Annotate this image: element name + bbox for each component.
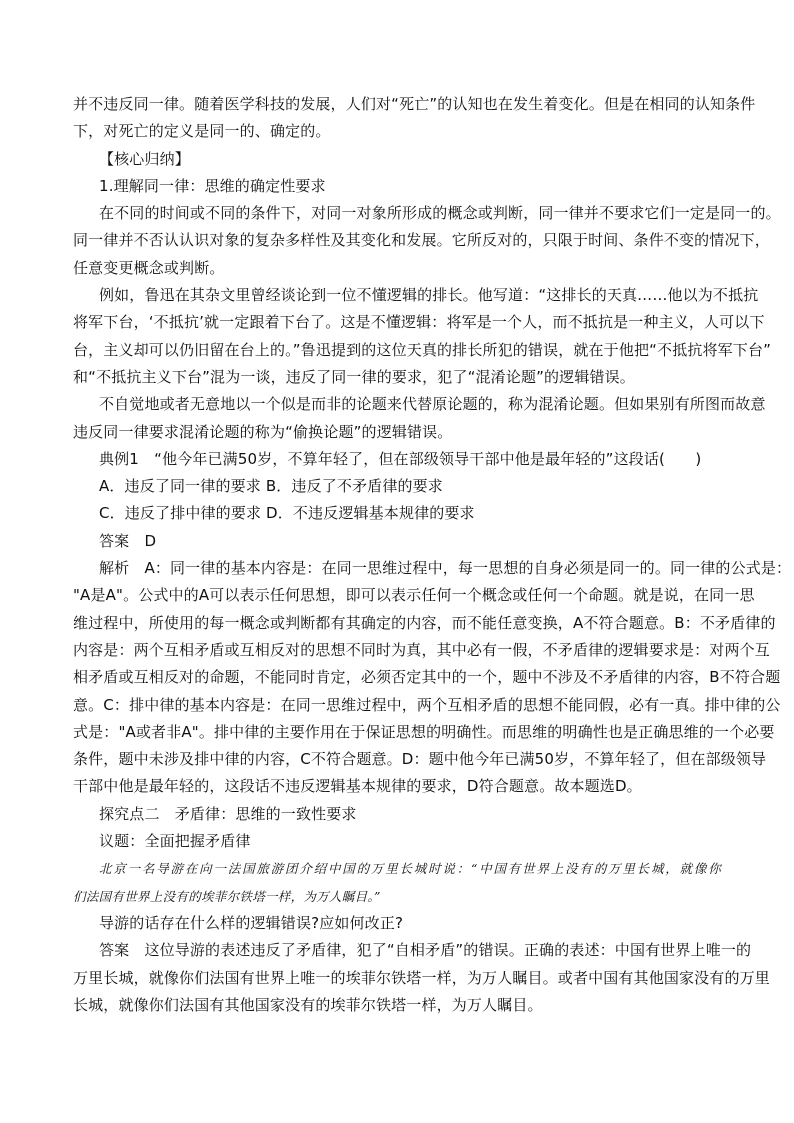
analysis-line: 意。C：排中律的基本内容是：在同一思维过程中，两个互相矛盾的思想不能同假，必有一真。排中律的公 (73, 695, 781, 714)
paragraph-line: 违反同一律要求混淆论题的称为“偷换论题”的逻辑错误。 (73, 422, 453, 441)
paragraph-line: 任意变更概念或判断。 (73, 258, 225, 277)
subsection-heading: 1.理解同一律：思维的确定性要求 (99, 176, 326, 195)
example-question: 典例1 “他今年已满50岁，不算年轻了，但在部级领导干部中他是最年轻的”这段话( ) (99, 449, 702, 468)
answer-line: 长城，就像你们法国有其他国家没有的埃菲尔铁塔一样，为万人瞩目。 (73, 995, 543, 1014)
paragraph-line: 同一律并不否认认识对象的复杂多样性及其变化和发展。它所反对的，只限于时间、条件不变的情况下， (73, 231, 770, 250)
section-heading: 探究点二 矛盾律：思维的一致性要求 (99, 804, 357, 823)
topic-line: 议题：全面把握矛盾律 (99, 832, 251, 851)
paragraph-line: 并不违反同一律。随着医学科技的发展，人们对“死亡”的认知也在发生着变化。但是在相同的认知条件 (73, 95, 756, 113)
paragraph-line: 不自觉地或者无意地以一个似是而非的论题来代替原论题的，称为混淆论题。但如果别有所图而故意 (99, 395, 766, 414)
quote-line: 北京一名导游在向一法国旅游团介绍中国的万里长城时说：“中国有世界上没有的万里长城，就像你 (99, 861, 721, 877)
analysis-line: "A是A"。公式中的A可以表示任何思想，即可以表示任何一个概念或任何一个命题。就是说，在同一思 (73, 586, 755, 605)
analysis-line: 条件，题中未涉及排中律的内容，C不符合题意。D：题中他今年已满50岁，不算年轻了，但在部级领导 (73, 750, 767, 769)
option-line: A．违反了同一律的要求 B．违反了不矛盾律的要求 (99, 477, 443, 496)
analysis-line: 维过程中，所使用的每一概念或判断都有其确定的内容，而不能任意变换，A不符合题意。B：不矛盾律的 (73, 613, 776, 632)
analysis-line: 内容是：两个互相矛盾或互相反对的思想不同时为真，其中必有一假，不矛盾律的逻辑要求是：对两个互 (73, 640, 770, 659)
paragraph-line: 将军下台，‘不抵抗’就一定跟着下台了。这是不懂逻辑：将军是一个人，而不抵抗是一种主义，人可以下 (73, 313, 765, 332)
answer-line: 答案 D (99, 531, 157, 550)
paragraph-line: 在不同的时间或不同的条件下，对同一对象所形成的概念或判断，同一律并不要求它们一定是同一的。 (99, 204, 781, 223)
analysis-line: 式是："A或者非A"。排中律的主要作用在于保证思想的明确性。而思维的明确性也是正确思维的一个必要 (73, 722, 775, 741)
paragraph-line: 和“不抵抗主义下台”混为一谈，违反了同一律的要求，犯了“混淆论题”的逻辑错误。 (73, 367, 635, 386)
paragraph-line: 下，对死亡的定义是同一的、确定的。 (73, 122, 331, 141)
analysis-line: 相矛盾或互相反对的命题，不能同时肯定，必须否定其中的一个，题中不涉及不矛盾律的内容，B不符合题 (73, 668, 781, 687)
analysis-line: 干部中他是最年轻的，这段话不违反逻辑基本规律的要求，D符合题意。故本题选D。 (73, 777, 642, 796)
answer-line: 答案 这位导游的表述违反了矛盾律，犯了“自相矛盾”的错误。正确的表述：中国有世界上唯一的 (99, 941, 752, 960)
quote-line: 们法国有世界上没有的埃菲尔铁塔一样，为万人瞩目。” (73, 888, 381, 904)
option-line: C．违反了排中律的要求 D．不违反逻辑基本规律的要求 (99, 504, 475, 523)
answer-line: 万里长城，就像你们法国有世界上唯一的埃菲尔铁塔一样，为万人瞩目。或者中国有其他国家没有的万里 (73, 968, 770, 987)
analysis-line: 解析 A：同一律的基本内容是：在同一思维过程中，每一思想的自身必须是同一的。同一律的公式是： (99, 559, 792, 578)
paragraph-line: 台，主义却可以仍旧留在台上的。”鲁迅提到的这位天真的排长所犯的错误，就在于他把“不抵抗将军下台” (73, 340, 772, 359)
paragraph-line: 例如，鲁迅在其杂文里曾经谈论到一位不懂逻辑的排长。他写道：“这排长的天真……他以为不抵抗 (99, 286, 759, 305)
document-page (73, 91, 792, 1019)
section-heading: 【核心归纳】 (99, 149, 190, 168)
question-line: 导游的话存在什么样的逻辑错误?应如何改正? (99, 913, 404, 932)
